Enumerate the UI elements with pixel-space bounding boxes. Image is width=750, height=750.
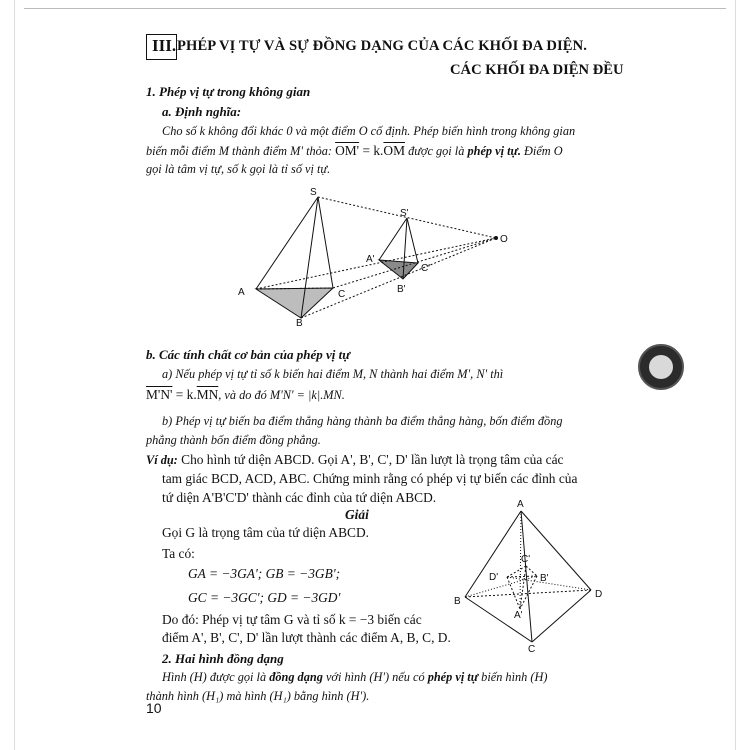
section-number: III. <box>152 36 177 55</box>
similar-text-a: Hình (H) được gọi là <box>162 670 267 684</box>
right-border <box>735 0 736 750</box>
label-tetra-c-prime: C' <box>521 554 531 565</box>
term-similar: đồng dạng <box>269 670 323 684</box>
example-label: Ví dụ: <box>146 453 178 467</box>
solution-line-2: Ta có: <box>162 546 195 561</box>
example-line-1 <box>146 452 563 468</box>
property-b-line-2: phẳng thành bốn điểm đồng phẳng. <box>146 433 321 447</box>
label-tetra-d: D <box>595 589 603 600</box>
homothety-pyramid-figure <box>230 182 520 330</box>
left-border <box>14 0 15 750</box>
section-title: PHÉP VỊ TỰ VÀ SỰ ĐỒNG DẠNG CỦA CÁC KHỐI ĐA DIỆN. <box>177 38 587 54</box>
property-a-line-2 <box>146 387 345 403</box>
label-c: C <box>338 289 346 300</box>
heading-similar-figures: 2. Hai hình đồng dạng <box>162 651 284 666</box>
definition-text-a: biến mỗi điểm M thành điểm M' thỏa: <box>146 144 333 158</box>
top-border <box>24 0 726 9</box>
section-subtitle: CÁC KHỐI ĐA DIỆN ĐỀU <box>450 62 624 78</box>
definition-text-b: được gọi là <box>408 144 465 158</box>
property-b-line-1: b) Phép vị tự biến ba điểm thẳng hàng thành ba điểm thẳng hàng, bốn điểm đồng <box>162 414 563 428</box>
term-homothety-2: phép vị tự <box>427 670 479 684</box>
property-a-line-1: a) Nếu phép vị tự tỉ số k biến hai điểm M, N thành hai điểm M', N' thì <box>162 367 504 381</box>
label-b: B <box>296 318 303 329</box>
definition-line-3: gọi là tâm vị tự, số k gọi là tỉ số vị tự. <box>146 162 331 176</box>
label-a-prime: A' <box>366 254 375 265</box>
heading-definition: a. Định nghĩa: <box>162 104 242 119</box>
label-tetra-c: C <box>528 644 536 655</box>
label-a: A <box>238 287 245 298</box>
vector-mn: $\overline{MN}$ <box>196 387 219 402</box>
heading-properties: b. Các tính chất cơ bản của phép vị tự <box>146 347 350 362</box>
base-triangle-abc <box>256 288 333 318</box>
similar-line-1 <box>162 670 547 685</box>
solution-heading: Giải <box>345 507 369 522</box>
formula-eq-2: = k. <box>172 387 197 402</box>
label-tetra-d-prime: D' <box>489 572 499 583</box>
label-b-prime: B' <box>397 284 406 295</box>
definition-text-c: Điểm O <box>524 144 563 158</box>
solution-line-1: Gọi G là trọng tâm của tứ diện ABCD. <box>162 525 369 540</box>
label-tetra-b-prime: B' <box>540 573 549 584</box>
definition-formula <box>335 143 405 158</box>
definition-line-2 <box>146 143 563 159</box>
vector-mn-prime: M'N' <box>146 387 173 402</box>
label-s: S <box>310 187 317 198</box>
label-tetra-a-prime: A' <box>514 610 523 621</box>
example-text-1: Cho hình tứ diện ABCD. Gọi A', B', C', D' lần lượt là trọng tâm của các <box>181 452 564 467</box>
similar-line-2: thành hình (H₁) mà hình (H₁) bằng hình (H'). <box>146 689 370 703</box>
property-a-formula <box>146 387 218 402</box>
vector-om: $\overline{OM}$ <box>383 143 405 158</box>
label-tetra-b: B <box>454 596 461 607</box>
base-triangle-abc-prime <box>379 260 418 279</box>
heading-homothety: 1. Phép vị tự trong không gian <box>146 84 311 99</box>
tetrahedron-figure <box>450 495 610 655</box>
similar-text-b: với hình (H') nếu có <box>325 670 425 684</box>
conclusion-line-1: Do đó: Phép vị tự tâm G và tỉ số k = −3 biến các <box>162 612 422 627</box>
publisher-stamp <box>638 344 684 390</box>
vector-om-prime: OM' <box>335 143 360 158</box>
definition-line-1: Cho số k không đổi khác 0 và một điểm O cố định. Phép biến hình trong không gian <box>162 124 576 138</box>
center-point-o <box>494 236 498 240</box>
example-line-3: tứ diện A'B'C'D' thành các đỉnh của tứ diện ABCD. <box>162 490 437 505</box>
label-s-prime: S' <box>400 208 409 219</box>
page-number: 10 <box>146 700 162 716</box>
property-a-tail: , và do đó M'N' = |k|.MN. <box>218 388 345 402</box>
label-c-prime: C' <box>421 263 431 274</box>
similar-text-c: biến hình (H) <box>481 670 548 684</box>
equation-1: GA = −3GA'; GB = −3GB'; <box>188 566 341 581</box>
term-homothety: phép vị tự. <box>467 144 521 158</box>
label-o: O <box>500 234 508 245</box>
conclusion-line-2: điểm A', B', C', D' lần lượt thành các điểm A, B, C, D. <box>162 630 451 645</box>
equation-2: GC = −3GC'; GD = −3GD' <box>188 590 341 605</box>
stamp-center <box>649 355 673 379</box>
formula-eq: = k. <box>359 143 384 158</box>
example-line-2: tam giác BCD, ACD, ABC. Chứng minh rằng có phép vị tự biến các đỉnh của <box>162 471 578 486</box>
label-tetra-a: A <box>517 499 524 510</box>
